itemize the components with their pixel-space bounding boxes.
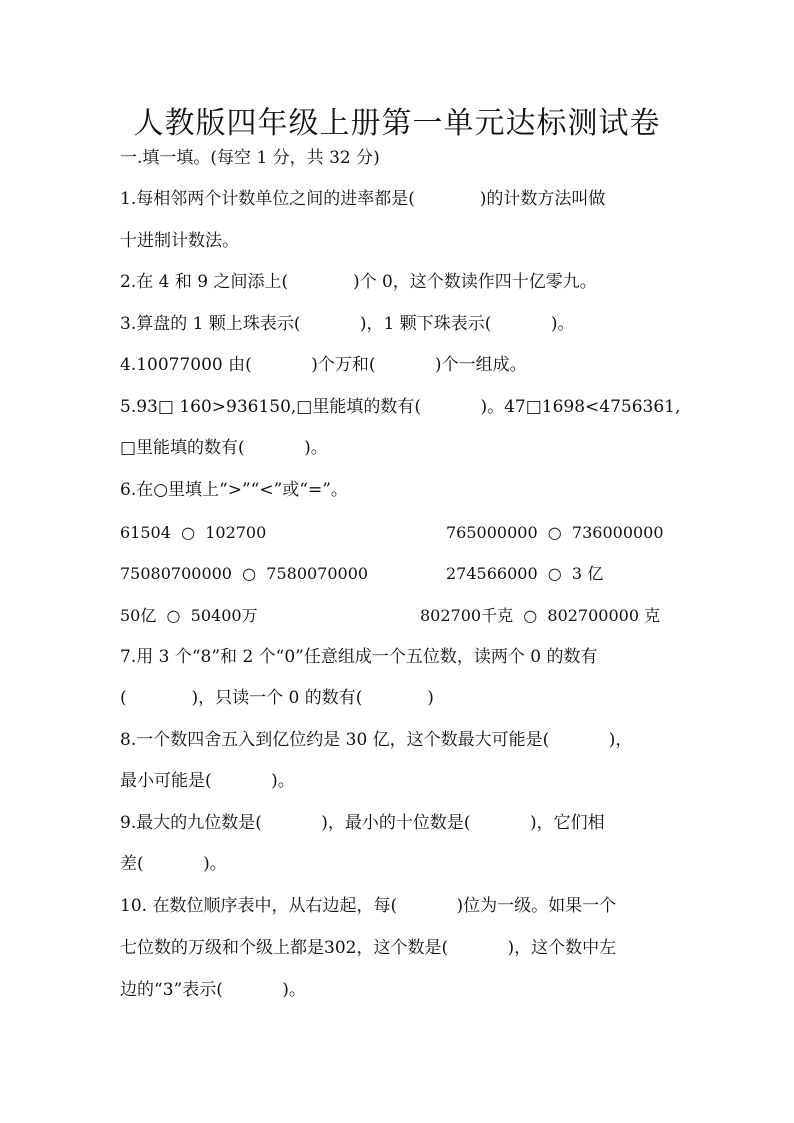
question-9-line-2: 差( )。	[120, 854, 227, 874]
compare-row-3-left: 50亿 ○ 50400万	[120, 606, 258, 625]
compare-row-2-right: 274566000 ○ 3 亿	[446, 564, 604, 583]
question-10-line-2: 七位数的万级和个级上都是302，这个数是( )，这个数中左	[120, 938, 617, 958]
compare-row-1-right: 765000000 ○ 736000000	[446, 523, 664, 542]
question-4: 4.10077000 由( )个万和( )个一组成。	[120, 355, 527, 375]
question-7-line-1: 7.用 3 个“8”和 2 个“0”任意组成一个五位数，读两个 0 的数有	[120, 647, 598, 667]
question-1-line-2: 十进制计数法。	[120, 231, 239, 251]
question-3: 3.算盘的 1 颗上珠表示( )，1 颗下珠表示( )。	[120, 314, 575, 334]
question-7-line-2: ( )，只读一个 0 的数有( )	[120, 688, 434, 708]
question-1-line-1: 1.每相邻两个计数单位之间的进率都是( )的计数方法叫做	[120, 189, 606, 209]
question-5-line-2: □里能填的数有( )。	[120, 438, 328, 458]
compare-row-2-left: 75080700000 ○ 7580070000	[120, 564, 369, 583]
question-10-line-1: 10. 在数位顺序表中，从右边起，每( )位为一级。如果一个	[120, 896, 617, 916]
question-5-line-1: 5.93□ 160>936150,□里能填的数有( )。47□1698<4756361,	[120, 397, 681, 417]
question-9-line-1: 9.最大的九位数是( )，最小的十位数是( )，它们相	[120, 813, 605, 833]
page-title: 人教版四年级上册第一单元达标测试卷	[133, 106, 661, 141]
question-8-line-2: 最小可能是( )。	[120, 771, 295, 791]
question-8-line-1: 8.一个数四舍五入到亿位约是 30 亿，这个数最大可能是( )，	[120, 730, 633, 750]
compare-row-3-right: 802700千克 ○ 802700000 克	[420, 606, 661, 625]
question-2: 2.在 4 和 9 之间添上( )个 0，这个数读作四十亿零九。	[120, 272, 597, 292]
question-6: 6.在○里填上“>”“<”或“=”。	[120, 480, 348, 500]
compare-row-1-left: 61504 ○ 102700	[120, 523, 267, 542]
section-heading: 一.填一填。(每空 1 分，共 32 分)	[120, 148, 380, 168]
question-10-line-3: 边的“3”表示( )。	[120, 980, 306, 1000]
